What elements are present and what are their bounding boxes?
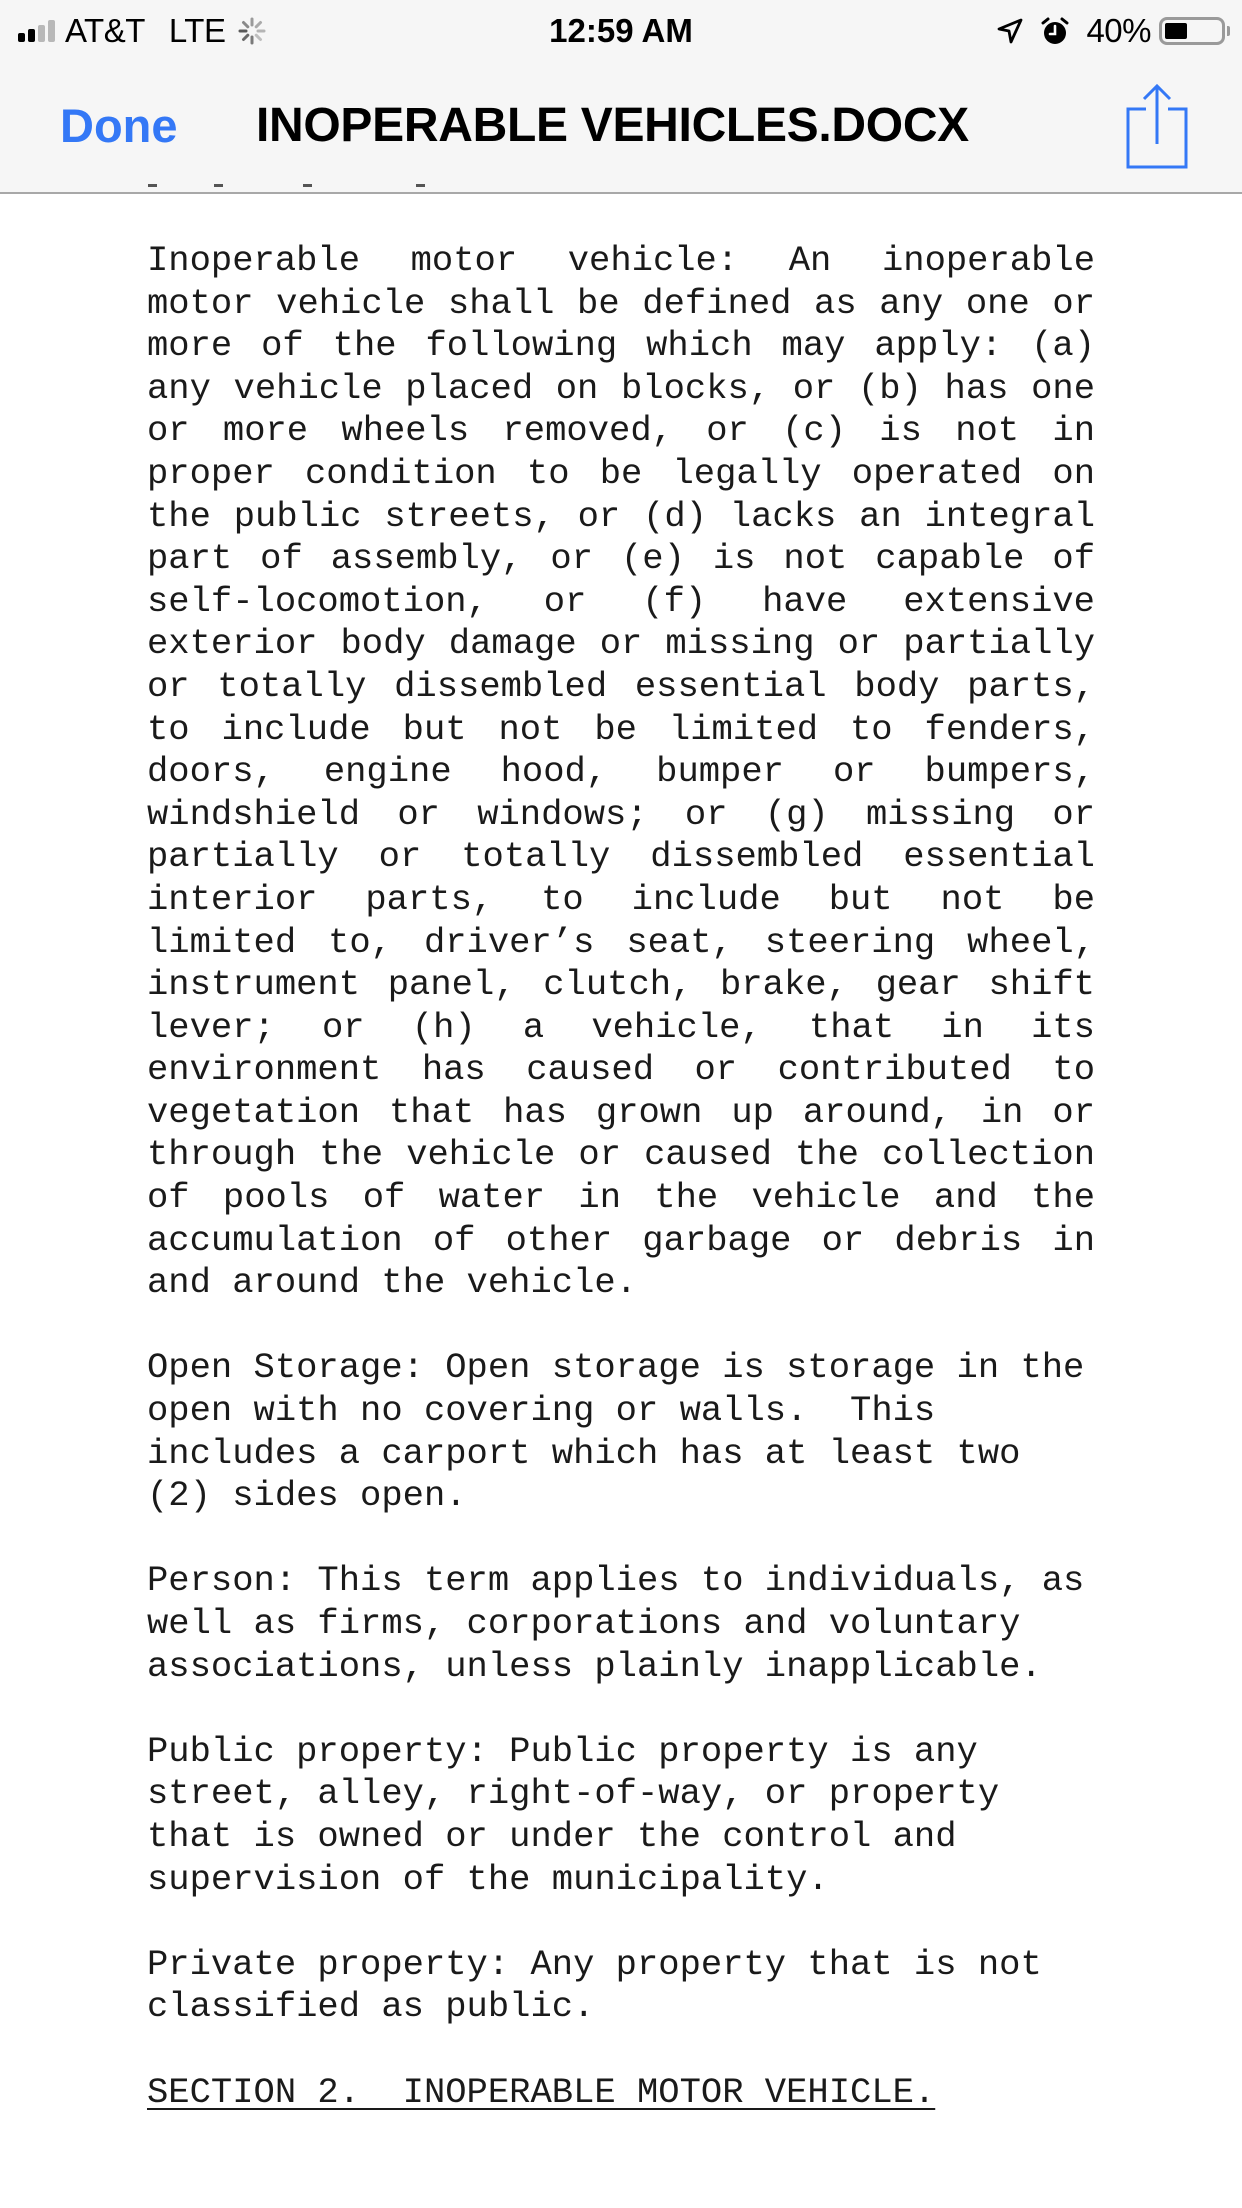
status-time: 12:59 AM — [549, 12, 693, 49]
status-bar — [0, 0, 1242, 62]
carrier-label: AT&T — [65, 12, 145, 49]
clipped-text-line — [140, 180, 540, 188]
paragraph-public-property: Public property: Public property is any street, alley, right-of-way, or property that is owned or under the control and supervision of the municipality. — [147, 1730, 1000, 1900]
paragraph-open-storage: Open Storage: Open storage is storage in the open with no covering or walls. This includes a carport which has at least two (2) sides open. — [147, 1347, 1106, 1517]
document-body — [147, 240, 1106, 2157]
done-button[interactable]: Done — [60, 99, 178, 152]
paragraph-person: Person: This term applies to individuals, as well as firms, corporations and voluntary associations, unless plainly inapplicable. — [147, 1560, 1085, 1687]
section-heading: SECTION 2. INOPERABLE MOTOR VEHICLE. — [147, 2071, 936, 2113]
paragraph-private-property: Private property: Any property that is not classified as public. — [147, 1943, 1042, 2028]
battery-icon — [1159, 17, 1230, 45]
alarm-icon — [1040, 16, 1070, 46]
battery-fill — [1165, 23, 1187, 39]
location-arrow-icon — [996, 17, 1024, 45]
navigation-bar — [0, 62, 1242, 194]
battery-percent: 40% — [1086, 12, 1151, 49]
share-icon[interactable] — [1122, 82, 1192, 172]
paragraph-inoperable-motor-vehicle: Inoperable motor vehicle: An inoperable motor vehicle shall be defined as any one or more of the following which may apply: (a) any vehicle placed on blocks, or (b) has one or more wheels removed, or (c) is not in proper condition to be legally operated on the public streets, or (d) lacks an integral part of assembly, or (e) is not capable of self-locomotion, or (f) have extensive exterior body damage or missing or partially or totally dissembled essential body parts, to include but not be limited to fenders, doors, engine hood, bumper or bumpers, windshield or windows; or (g) missing or partially or totally dissembled essential interior parts, to include but not be limited to, driver’s seat, steering wheel, instrument panel, clutch, brake, gear shift lever; or (h) a vehicle, that in its environment has caused or contributed to vegetation that has grown up around, in or through the vehicle or caused the collection of pools of water in the vehicle and the accumulation of other garbage or debris in and around the vehicle. — [147, 240, 1095, 1304]
status-bar-right — [996, 10, 1230, 52]
network-label: LTE — [168, 12, 226, 49]
document-title: INOPERABLE VEHICLES.DOCX — [256, 99, 969, 152]
